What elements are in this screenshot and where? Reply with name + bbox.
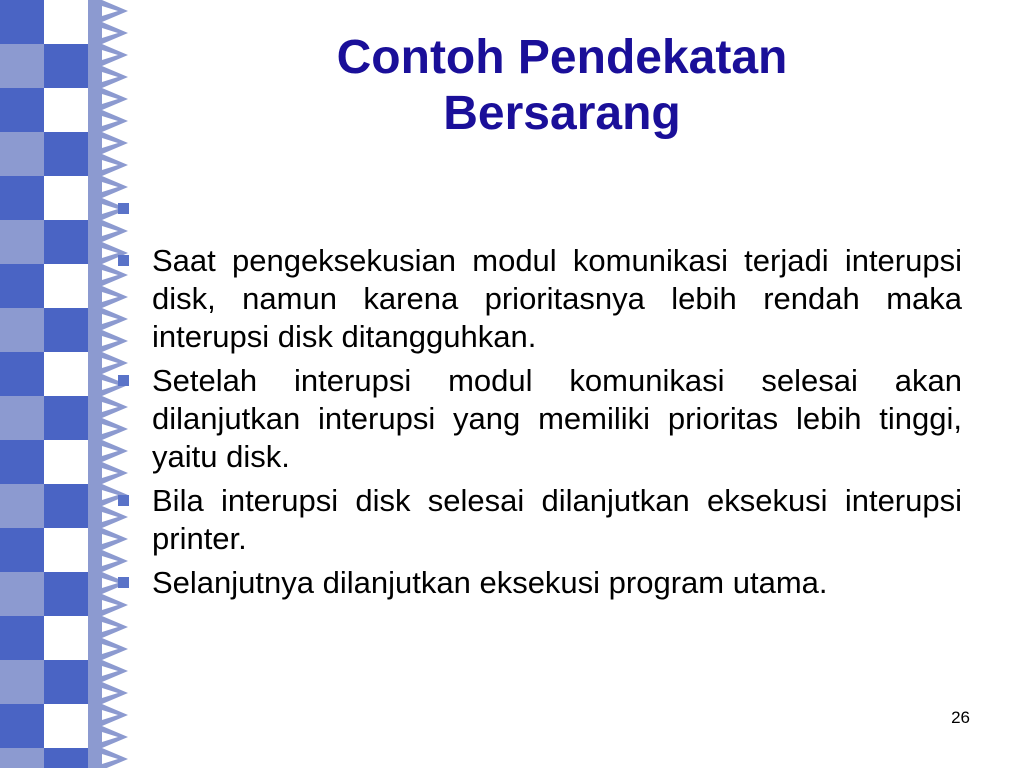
title-line-2: Bersarang bbox=[443, 87, 681, 140]
checker-cell bbox=[44, 44, 88, 88]
checker-cell bbox=[44, 352, 88, 396]
checker-cell bbox=[88, 440, 102, 484]
checker-cell bbox=[44, 0, 88, 44]
checker-cell bbox=[0, 572, 44, 616]
bullet-item bbox=[112, 564, 962, 602]
checker-cell bbox=[0, 264, 44, 308]
checker-cell bbox=[44, 572, 88, 616]
checker-cell bbox=[88, 484, 102, 528]
checker-cell bbox=[0, 748, 44, 768]
checker-cell bbox=[44, 88, 88, 132]
checker-cell bbox=[88, 0, 102, 44]
bullet-text: Selanjutnya dilanjutkan eksekusi program utama. bbox=[152, 565, 828, 600]
checker-cell bbox=[0, 396, 44, 440]
checker-cell bbox=[0, 44, 44, 88]
checker-cell bbox=[44, 704, 88, 748]
bullet-item bbox=[112, 242, 962, 356]
page-number: 26 bbox=[951, 708, 970, 727]
checker-cell bbox=[44, 440, 88, 484]
checker-cell bbox=[44, 748, 88, 768]
checker-cell bbox=[44, 396, 88, 440]
checker-cell bbox=[0, 88, 44, 132]
checker-cell bbox=[44, 132, 88, 176]
slide-title bbox=[230, 30, 894, 142]
checker-cell bbox=[88, 308, 102, 352]
checker-cell bbox=[44, 660, 88, 704]
checker-cell bbox=[88, 352, 102, 396]
checker-cell bbox=[88, 44, 102, 88]
bullet-marker-icon bbox=[118, 375, 129, 386]
bullet-item-empty bbox=[112, 190, 962, 228]
checker-cell bbox=[0, 220, 44, 264]
bullet-marker-icon bbox=[118, 577, 129, 588]
checker-cell bbox=[88, 176, 102, 220]
bullet-marker-icon bbox=[118, 255, 129, 266]
bullet-list bbox=[112, 190, 962, 608]
checker-cell bbox=[44, 616, 88, 660]
checker-cell bbox=[0, 352, 44, 396]
bullet-item bbox=[112, 362, 962, 476]
bullet-text: Bila interupsi disk selesai dilanjutkan eksekusi interupsi printer. bbox=[152, 483, 962, 556]
checker-cell bbox=[88, 660, 102, 704]
checker-cell bbox=[0, 176, 44, 220]
checker-cell bbox=[0, 660, 44, 704]
bullet-text: Saat pengeksekusian modul komunikasi terjadi interupsi disk, namun karena prioritasnya lebih rendah maka interupsi disk ditangguhkan. bbox=[152, 243, 962, 354]
checker-cell bbox=[0, 484, 44, 528]
bullet-item bbox=[112, 482, 962, 558]
bullet-marker-icon bbox=[118, 203, 129, 214]
checker-cell bbox=[0, 308, 44, 352]
checker-cell bbox=[88, 748, 102, 768]
checker-cell bbox=[88, 220, 102, 264]
bullet-marker-icon bbox=[118, 495, 129, 506]
checker-cell bbox=[44, 264, 88, 308]
checker-cell bbox=[88, 264, 102, 308]
checker-cell bbox=[88, 132, 102, 176]
checker-cell bbox=[0, 440, 44, 484]
checker-cell bbox=[0, 0, 44, 44]
checker-cell bbox=[44, 528, 88, 572]
checker-cell bbox=[44, 308, 88, 352]
checker-cell bbox=[88, 704, 102, 748]
checker-cell bbox=[0, 704, 44, 748]
checker-cell bbox=[88, 572, 102, 616]
bullet-text: Setelah interupsi modul komunikasi selesai akan dilanjutkan interupsi yang memiliki prioritas lebih tinggi, yaitu disk. bbox=[152, 363, 962, 474]
title-line-1: Contoh Pendekatan bbox=[336, 31, 788, 84]
checker-cell bbox=[88, 396, 102, 440]
checker-cell bbox=[88, 88, 102, 132]
checker-cell bbox=[0, 528, 44, 572]
checker-cell bbox=[44, 176, 88, 220]
checker-cell bbox=[88, 528, 102, 572]
checker-cell bbox=[44, 484, 88, 528]
checker-cell bbox=[44, 220, 88, 264]
checker-cell bbox=[0, 616, 44, 660]
checker-cell bbox=[0, 132, 44, 176]
checker-cell bbox=[88, 616, 102, 660]
